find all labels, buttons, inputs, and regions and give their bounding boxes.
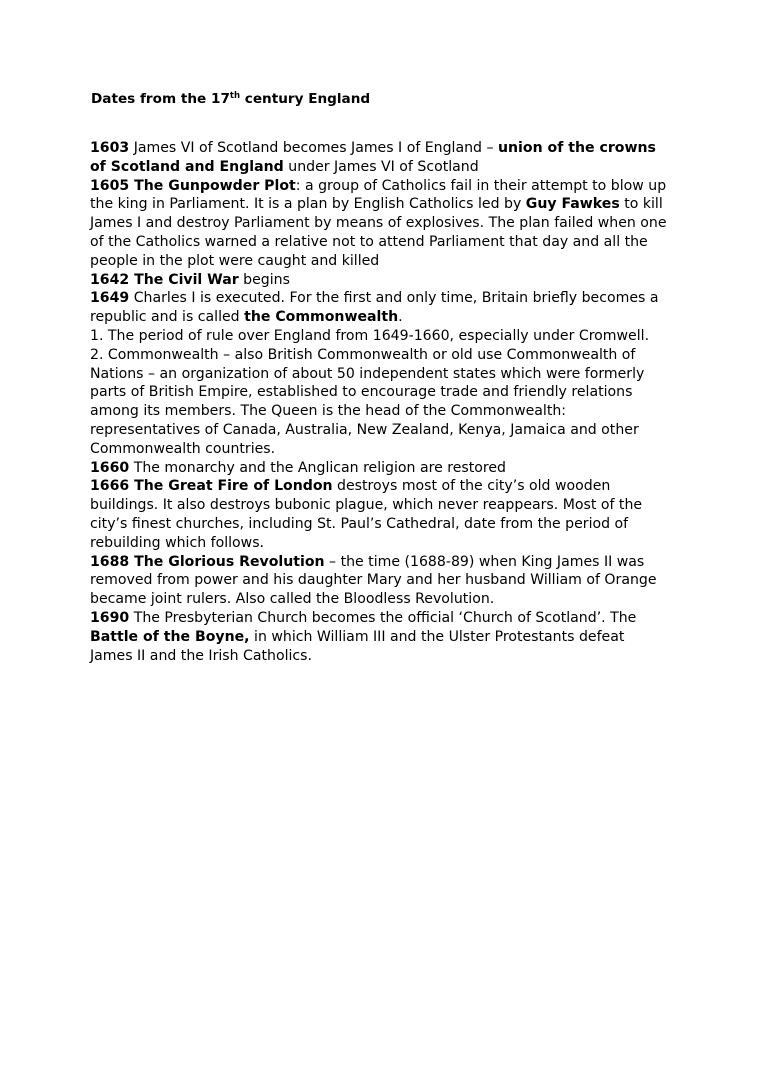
text-run: the king in Parliament. It is a plan by English Catholics led by [90,196,526,213]
text-line [90,214,675,233]
text-line [90,496,675,515]
text-run: James VI of Scotland becomes James I of England – [129,140,498,156]
bold-text: Guy Fawkes [525,196,620,213]
text-line [90,609,675,628]
text-line [90,289,675,308]
bold-text: Battle of the Boyne, [90,628,250,645]
text-line [90,383,675,402]
text-line [90,308,675,327]
text-run: destroys most of the city’s old wooden [332,478,611,495]
text-line [90,365,675,384]
text-run: republic and is called [90,309,245,326]
text-run: representatives of Canada, Australia, New Zealand, Kenya, Jamaica and other [90,421,639,438]
text-run: Charles I is executed. For the first and only time, Britain briefly becomes a [129,290,659,307]
text-run: James II and the Irish Catholics. [90,647,312,664]
text-run: to kill [619,196,663,213]
text-line [90,346,675,365]
text-run: Nations – an organization of about 50 independent states which were formerly [90,365,645,382]
text-run: people in the plot were caught and killed [90,252,380,269]
text-run: The Presbyterian Church becomes the official ‘Church of Scotland’. The [129,609,637,626]
text-line [90,440,675,459]
text-line [90,628,675,647]
text-line [90,421,675,440]
text-run: of the Catholics warned a relative not to attend Parliament that day and all the [90,233,648,250]
text-line [90,139,675,158]
bold-text: the Commonwealth [244,309,399,326]
bold-text: 1666 The Great Fire of London [90,478,333,495]
title-text: Dates from the 17 [91,91,230,107]
text-run: in which William III and the Ulster Protestants defeat [249,628,625,645]
text-line [90,271,675,290]
text-run: parts of British Empire, established to encourage trade and friendly relations [90,384,633,401]
text-line [90,158,675,177]
text-line [90,590,675,609]
bold-text: 1603 [90,140,130,156]
text-run: rebuilding which follows. [90,534,265,551]
bold-text: 1660 [90,459,130,476]
text-run: Commonwealth countries. [90,440,276,457]
title-superscript: th [229,91,241,101]
document-title [91,89,370,109]
text-run: among its members. The Queen is the head of the Commonwealth: [90,403,567,420]
text-run: : a group of Catholics fail in their attempt to blow up [295,177,667,194]
text-run: The monarchy and the Anglican religion are restored [129,459,506,476]
text-run: . [398,309,403,326]
bold-text: 1649 [90,290,130,307]
text-line [90,647,675,666]
text-line [90,459,675,478]
text-line [90,177,675,196]
text-line [90,327,675,346]
text-line [90,252,675,271]
title-text-end: century England [240,91,371,107]
text-run: – the time (1688-89) when King James II was [324,553,645,570]
text-run: became joint rulers. Also called the Bloodless Revolution. [90,591,495,608]
text-line [90,402,675,421]
text-run: city’s finest churches, including St. Paul’s Cathedral, date from the period of [90,515,629,532]
text-run: 2. Commonwealth – also British Commonwealth or old use Commonwealth of [90,346,636,363]
text-run: begins [238,271,290,288]
text-line [90,534,675,553]
text-run: 1. The period of rule over England from 1649-1660, especially under Cromwell. [90,327,650,344]
text-run: James I and destroy Parliament by means of explosives. The plan failed when one [90,215,667,232]
bold-text: 1642 The Civil War [90,271,239,288]
text-line [90,195,675,214]
text-run: buildings. It also destroys bubonic plague, which never reappears. Most of the [90,497,643,514]
text-line [90,571,675,590]
bold-text: 1688 The Glorious Revolution [90,553,325,570]
text-line [90,233,675,252]
document-body [90,139,675,665]
text-run: removed from power and his daughter Mary and her husband William of Orange [90,572,657,589]
text-line [90,515,675,534]
text-line [90,477,675,496]
bold-text: 1605 The Gunpowder Plot [90,177,296,194]
text-line [90,553,675,572]
text-run: under James VI of Scotland [283,158,479,175]
bold-text: 1690 [90,609,130,626]
bold-text: of Scotland and England [90,158,284,175]
bold-text: union of the crowns [497,140,656,156]
